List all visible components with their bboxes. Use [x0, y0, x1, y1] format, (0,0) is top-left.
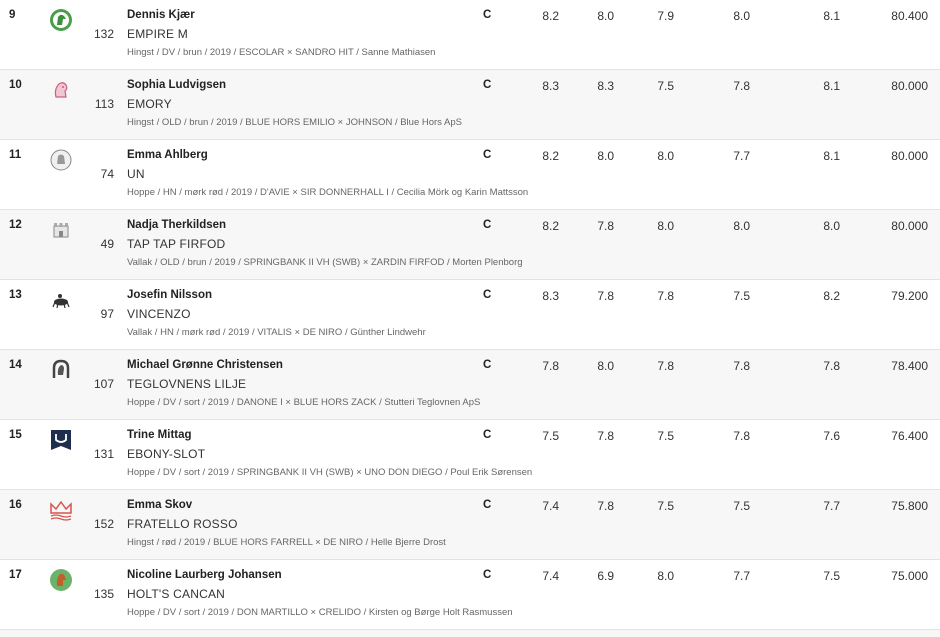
- rank: 11: [9, 149, 22, 161]
- result-row[interactable]: [0, 140, 940, 210]
- result-row[interactable]: [0, 280, 940, 350]
- score-1: 8.2: [542, 219, 559, 233]
- rider-name[interactable]: Emma Ahlberg: [127, 149, 208, 161]
- horse-name[interactable]: EBONY-SLOT: [127, 447, 206, 461]
- rider-name[interactable]: Nadja Therkildsen: [127, 219, 227, 231]
- class-label: C: [483, 9, 492, 21]
- rider-name[interactable]: Josefin Nilsson: [127, 289, 212, 301]
- horse-name[interactable]: UN: [127, 167, 145, 181]
- score-2: 7.8: [597, 499, 614, 513]
- score-3: 8.0: [657, 569, 674, 583]
- class-label: C: [483, 79, 492, 91]
- grey-crest-logo-icon: [48, 147, 74, 173]
- score-3: 7.8: [657, 289, 674, 303]
- rider-name[interactable]: Sophia Ludvigsen: [127, 79, 227, 91]
- navy-shield-logo-icon: [48, 427, 74, 453]
- result-row[interactable]: [0, 210, 940, 280]
- rank: 13: [9, 289, 22, 301]
- green-chestnut-horse-logo-icon: [48, 567, 74, 593]
- total-score: 80.400: [891, 9, 928, 23]
- total-score: 76.400: [891, 429, 928, 443]
- score-1: 7.5: [542, 429, 559, 443]
- score-5: 7.5: [823, 569, 840, 583]
- score-2: 7.8: [597, 289, 614, 303]
- rank: 12: [9, 219, 22, 231]
- rank: 16: [9, 499, 22, 511]
- score-5: 8.1: [823, 79, 840, 93]
- score-5: 8.1: [823, 149, 840, 163]
- result-row[interactable]: [0, 350, 940, 420]
- result-row[interactable]: [0, 560, 940, 630]
- score-2: 8.0: [597, 9, 614, 23]
- score-2: 8.3: [597, 79, 614, 93]
- score-4: 7.7: [733, 569, 750, 583]
- rider-name[interactable]: Dennis Kjær: [127, 9, 195, 21]
- horse-pedigree: Hingst / DV / brun / 2019 / ESCOLAR × SANDRO HIT / Sanne Mathiasen: [127, 47, 436, 58]
- start-number: 113: [94, 97, 114, 111]
- score-5: 7.8: [823, 359, 840, 373]
- rank: 17: [9, 569, 22, 581]
- next-row-edge: [0, 630, 940, 637]
- score-3: 7.5: [657, 79, 674, 93]
- horse-name[interactable]: TAP TAP FIRFOD: [127, 237, 226, 251]
- green-circle-horse-logo-icon: [48, 7, 74, 33]
- result-row[interactable]: [0, 490, 940, 560]
- class-label: C: [483, 219, 492, 231]
- total-score: 80.000: [891, 149, 928, 163]
- horse-pedigree: Vallak / HN / mørk rød / 2019 / VITALIS × DE NIRO / Günther Lindwehr: [127, 327, 426, 338]
- horse-pedigree: Hingst / OLD / brun / 2019 / BLUE HORS EMILIO × JOHNSON / Blue Hors ApS: [127, 117, 463, 128]
- score-2: 7.8: [597, 219, 614, 233]
- horse-pedigree: Hingst / rød / 2019 / BLUE HORS FARRELL × DE NIRO / Helle Bjerre Drost: [127, 537, 446, 548]
- class-label: C: [483, 359, 492, 371]
- start-number: 152: [93, 517, 114, 531]
- score-5: 8.0: [823, 219, 840, 233]
- score-4: 7.5: [733, 499, 750, 513]
- score-2: 7.8: [597, 429, 614, 443]
- total-score: 80.000: [891, 219, 928, 233]
- red-crown-logo-icon: [48, 497, 74, 523]
- score-4: 7.8: [733, 359, 750, 373]
- horse-name[interactable]: EMORY: [127, 97, 172, 111]
- rider-name[interactable]: Trine Mittag: [127, 429, 192, 441]
- score-5: 8.1: [823, 9, 840, 23]
- horse-name[interactable]: FRATELLO ROSSO: [127, 517, 238, 531]
- rider-name[interactable]: Emma Skov: [127, 499, 193, 511]
- score-1: 8.2: [542, 149, 559, 163]
- horse-pedigree: Hoppe / DV / sort / 2019 / SPRINGBANK II VH (SWB) × UNO DON DIEGO / Poul Erik Sørensen: [127, 467, 533, 478]
- total-score: 75.000: [891, 569, 928, 583]
- start-number: 132: [93, 27, 114, 41]
- horse-pedigree: Hoppe / HN / mørk rød / 2019 / D'AVIE × SIR DONNERHALL I / Cecilia Mörk og Karin Mattsson: [127, 187, 529, 198]
- score-4: 7.7: [733, 149, 750, 163]
- horse-pedigree: Hoppe / DV / sort / 2019 / DON MARTILLO × CRELIDO / Kirsten og Børge Holt Rasmussen: [127, 607, 513, 618]
- score-4: 8.0: [733, 219, 750, 233]
- horseshoe-horse-logo-icon: [48, 357, 74, 383]
- score-3: 7.8: [657, 359, 674, 373]
- score-3: 8.0: [657, 149, 674, 163]
- result-row[interactable]: [0, 70, 940, 140]
- start-number: 131: [93, 447, 114, 461]
- rank: 14: [9, 359, 22, 371]
- grey-castle-logo-icon: [48, 217, 74, 243]
- total-score: 78.400: [891, 359, 928, 373]
- score-3: 7.5: [657, 429, 674, 443]
- start-number: 107: [93, 377, 114, 391]
- score-2: 8.0: [597, 149, 614, 163]
- score-2: 8.0: [597, 359, 614, 373]
- total-score: 79.200: [891, 289, 928, 303]
- score-3: 7.5: [657, 499, 674, 513]
- score-2: 6.9: [597, 569, 614, 583]
- horse-name[interactable]: HOLT'S CANCAN: [127, 587, 226, 601]
- class-label: C: [483, 289, 492, 301]
- class-label: C: [483, 569, 492, 581]
- score-5: 7.6: [823, 429, 840, 443]
- rank: 10: [9, 79, 22, 91]
- score-1: 7.8: [542, 359, 559, 373]
- total-score: 80.000: [891, 79, 928, 93]
- score-5: 8.2: [823, 289, 840, 303]
- score-3: 8.0: [657, 219, 674, 233]
- start-number: 49: [100, 237, 114, 251]
- rider-name[interactable]: Michael Grønne Christensen: [127, 359, 283, 371]
- start-number: 135: [93, 587, 114, 601]
- horse-pedigree: Vallak / OLD / brun / 2019 / SPRINGBANK II VH (SWB) × ZARDIN FIRFOD / Morten Plenborg: [127, 257, 523, 268]
- start-number: 97: [100, 307, 114, 321]
- rider-name[interactable]: Nicoline Laurberg Johansen: [127, 569, 282, 581]
- class-label: C: [483, 499, 492, 511]
- score-4: 7.8: [733, 429, 750, 443]
- result-row[interactable]: [0, 420, 940, 490]
- horse-name[interactable]: VINCENZO: [127, 307, 191, 321]
- total-score: 75.800: [891, 499, 928, 513]
- score-1: 8.3: [542, 289, 559, 303]
- score-1: 8.2: [542, 9, 559, 23]
- start-number: 74: [100, 167, 114, 181]
- horse-name[interactable]: EMPIRE M: [127, 27, 188, 41]
- horse-name[interactable]: TEGLOVNENS LILJE: [127, 377, 247, 391]
- class-label: C: [483, 149, 492, 161]
- score-4: 7.5: [733, 289, 750, 303]
- score-1: 8.3: [542, 79, 559, 93]
- score-4: 8.0: [733, 9, 750, 23]
- score-1: 7.4: [542, 569, 559, 583]
- result-row[interactable]: [0, 0, 940, 70]
- rank: 9: [9, 9, 16, 21]
- score-4: 7.8: [733, 79, 750, 93]
- score-5: 7.7: [823, 499, 840, 513]
- rank: 15: [9, 429, 22, 441]
- horse-pedigree: Hoppe / DV / sort / 2019 / DANONE I × BLUE HORS ZACK / Stutteri Teglovnen ApS: [127, 397, 481, 408]
- score-1: 7.4: [542, 499, 559, 513]
- pink-horse-logo-icon: [48, 77, 74, 103]
- score-3: 7.9: [657, 9, 674, 23]
- class-label: C: [483, 429, 492, 441]
- rider-silhouette-logo-icon: [48, 287, 74, 313]
